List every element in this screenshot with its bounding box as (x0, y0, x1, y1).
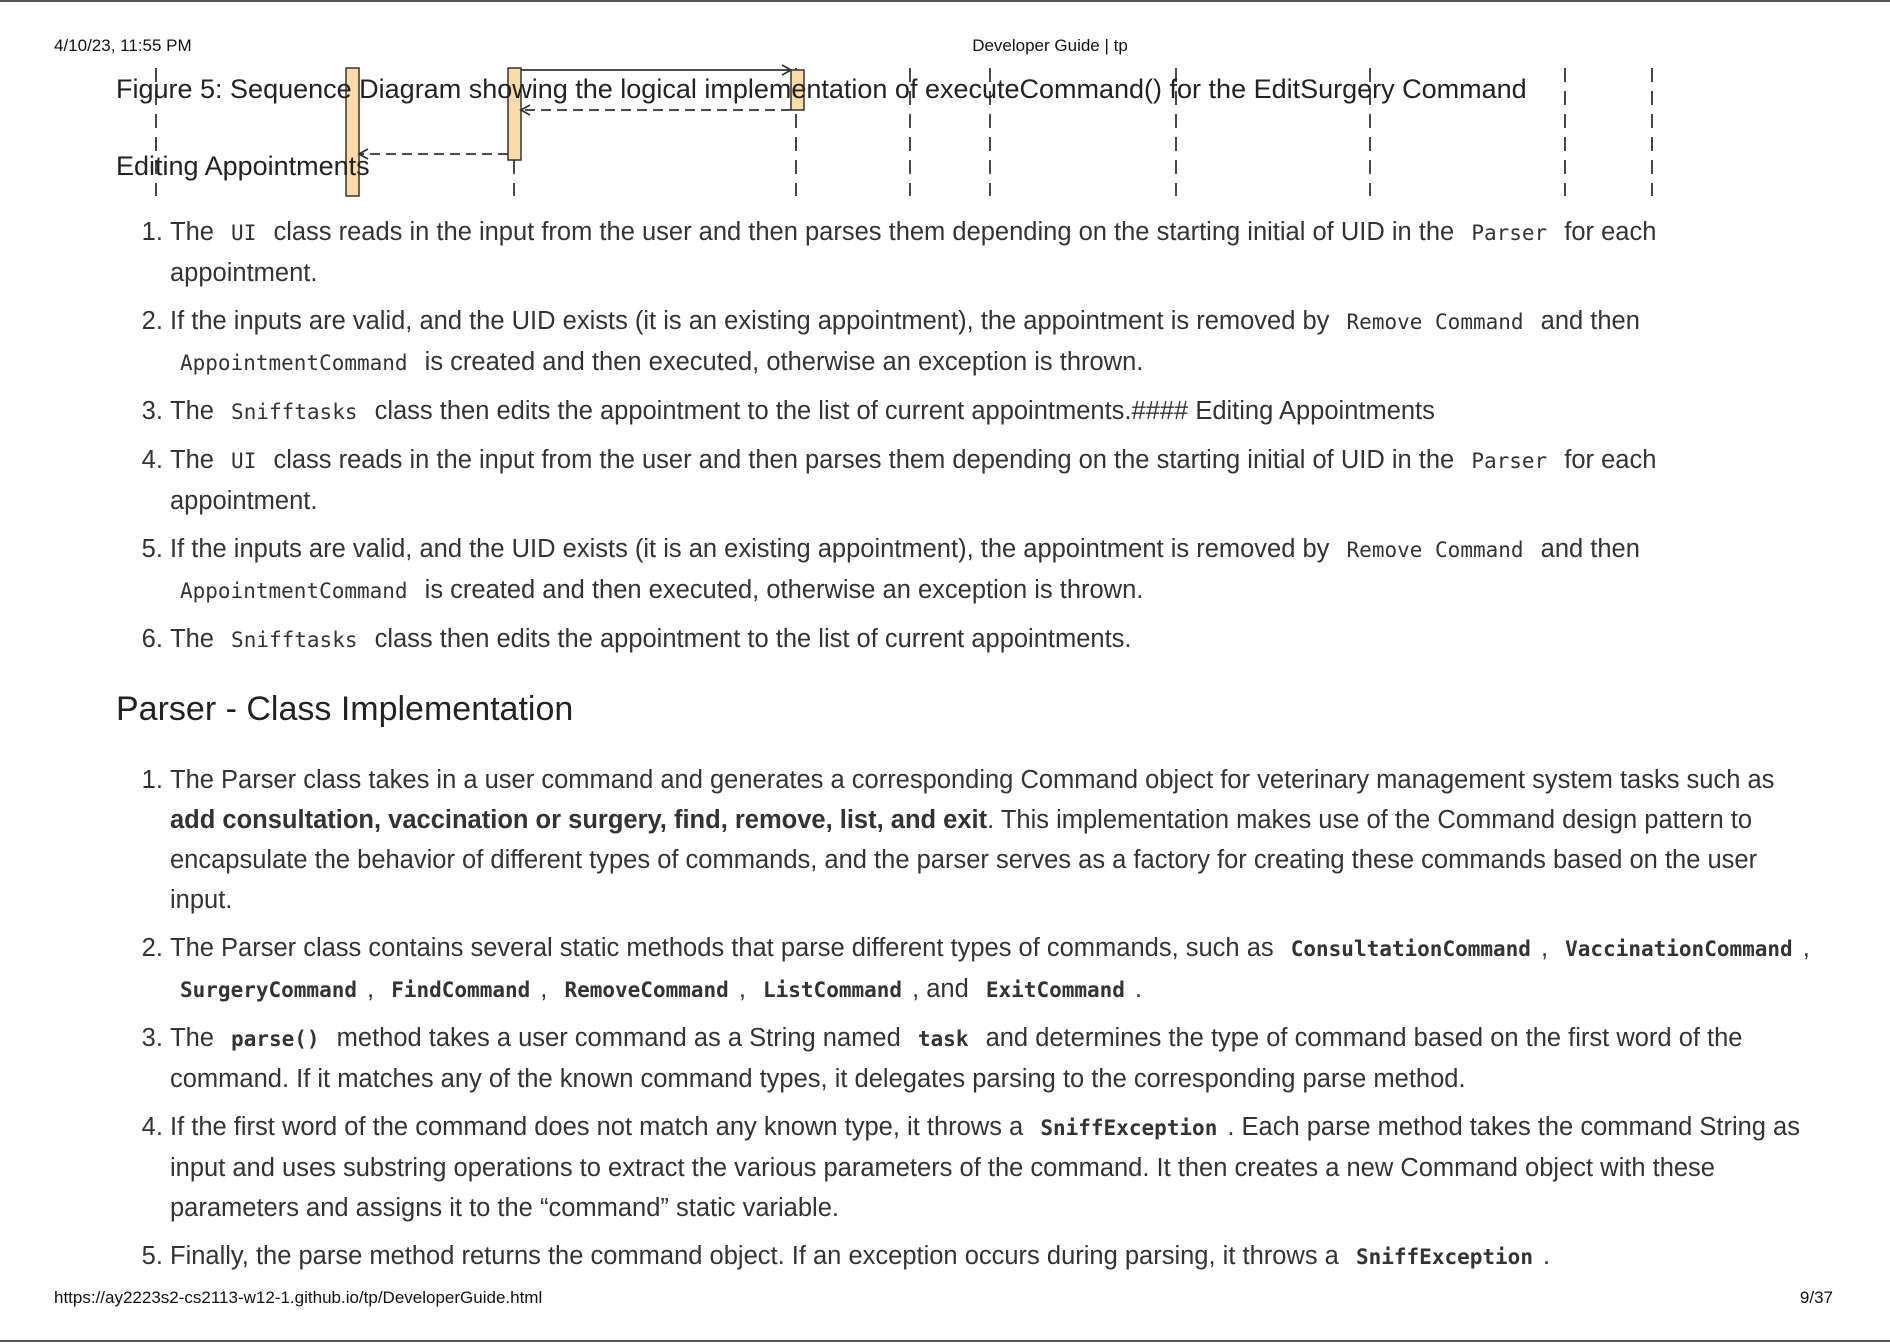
editing-appointments-heading: Editing Appointments (116, 151, 370, 181)
code-inline: VaccinationCommand (1565, 937, 1793, 961)
code-inline: ConsultationCommand (1290, 937, 1531, 961)
list-item: 6. The Snifftasks class then edits the appointment to the list of current appointments. (170, 619, 1810, 660)
code-inline: Remove Command (1346, 310, 1524, 334)
code-inline: SurgeryCommand (180, 978, 358, 1002)
code-inline: UI (231, 449, 257, 473)
code-inline: ListCommand (762, 978, 903, 1002)
list-item: 1. The Parser class takes in a user command and generates a corresponding Command object for veterinary management system tasks such as add consultation, vaccination or surgery, find, remove, list, and exit. This implementation makes use of the Command design pattern to encapsulate the behavior of different types of commands, and the parser serves as a factory for creating these commands based on the user input. (170, 760, 1810, 920)
figure-caption: Figure 5: Sequence Diagram showing the logical implementation of executeCommand() for the EditSurgery Command (116, 74, 1527, 104)
list-item: 3. The parse() method takes a user command as a String named task and determines the type of command based on the first word of the command. If it matches any of the known command types, it delegates parsing to the corresponding parse method. (170, 1018, 1810, 1099)
code-inline: Snifftasks (231, 628, 358, 652)
page-number: 9/37 (1799, 1288, 1833, 1307)
code-inline: UI (231, 221, 257, 245)
list-item: 1. The UI class reads in the input from the user and then parses them depending on the starting initial of UID in the Parser for each appointment. (170, 212, 1810, 293)
page-border-top (0, 0, 1890, 2)
code-inline: FindCommand (391, 978, 531, 1002)
code-inline: Remove Command (1346, 538, 1524, 562)
code-inline: SniffException (1040, 1116, 1218, 1140)
code-inline: SniffException (1355, 1245, 1533, 1269)
code-inline: Parser (1471, 449, 1548, 473)
list-item: 5. Finally, the parse method returns the command object. If an exception occurs during parsing, it throws a SniffException . (170, 1236, 1810, 1277)
list-item: 4. If the first word of the command does not match any known type, it throws a SniffException . Each parse method takes the command String as input and uses substring operations to extract the various parameters of the command. It then creates a new Command object with these parameters and assigns it to the “command” static variable. (170, 1107, 1810, 1228)
editing-steps-list (116, 212, 1810, 668)
code-inline: AppointmentCommand (180, 351, 408, 375)
page-border-bottom (0, 1340, 1890, 1342)
code-inline: task (917, 1027, 969, 1051)
list-item: 4. The UI class reads in the input from the user and then parses them depending on the starting initial of UID in the Parser for each appointment. (170, 440, 1810, 521)
print-title: Developer Guide | tp (972, 36, 1128, 55)
list-item: 3. The Snifftasks class then edits the appointment to the list of current appointments.#### Editing Appointments (170, 391, 1810, 432)
parser-section-heading: Parser - Class Implementation (116, 690, 574, 728)
code-inline: AppointmentCommand (180, 579, 408, 603)
code-inline: Snifftasks (231, 400, 358, 424)
footer-url: https://ay2223s2-cs2113-w12-1.github.io/tp/DeveloperGuide.html (54, 1288, 543, 1307)
bold-command-list: add consultation, vaccination or surgery, find, remove, list, and exit (170, 806, 988, 834)
parser-steps-list (116, 760, 1810, 1285)
print-datetime: 4/10/23, 11:55 PM (54, 36, 192, 55)
code-inline: parse() (231, 1027, 320, 1051)
code-inline: RemoveCommand (564, 978, 729, 1002)
list-item: 2. If the inputs are valid, and the UID exists (it is an existing appointment), the appointment is removed by Remove Command and then AppointmentCommand is created and then executed, otherwise an exception is thrown. (170, 301, 1810, 383)
list-item: 2. The Parser class contains several static methods that parse different types of commands, such as ConsultationCommand , VaccinationCommand , SurgeryCommand , FindCommand , RemoveCommand , ListCommand , and ExitCommand . (170, 928, 1810, 1010)
code-inline: ExitCommand (985, 978, 1125, 1002)
code-inline: Parser (1471, 221, 1548, 245)
list-item: 5. If the inputs are valid, and the UID exists (it is an existing appointment), the appointment is removed by Remove Command and then AppointmentCommand is created and then executed, otherwise an exception is thrown. (170, 529, 1810, 611)
